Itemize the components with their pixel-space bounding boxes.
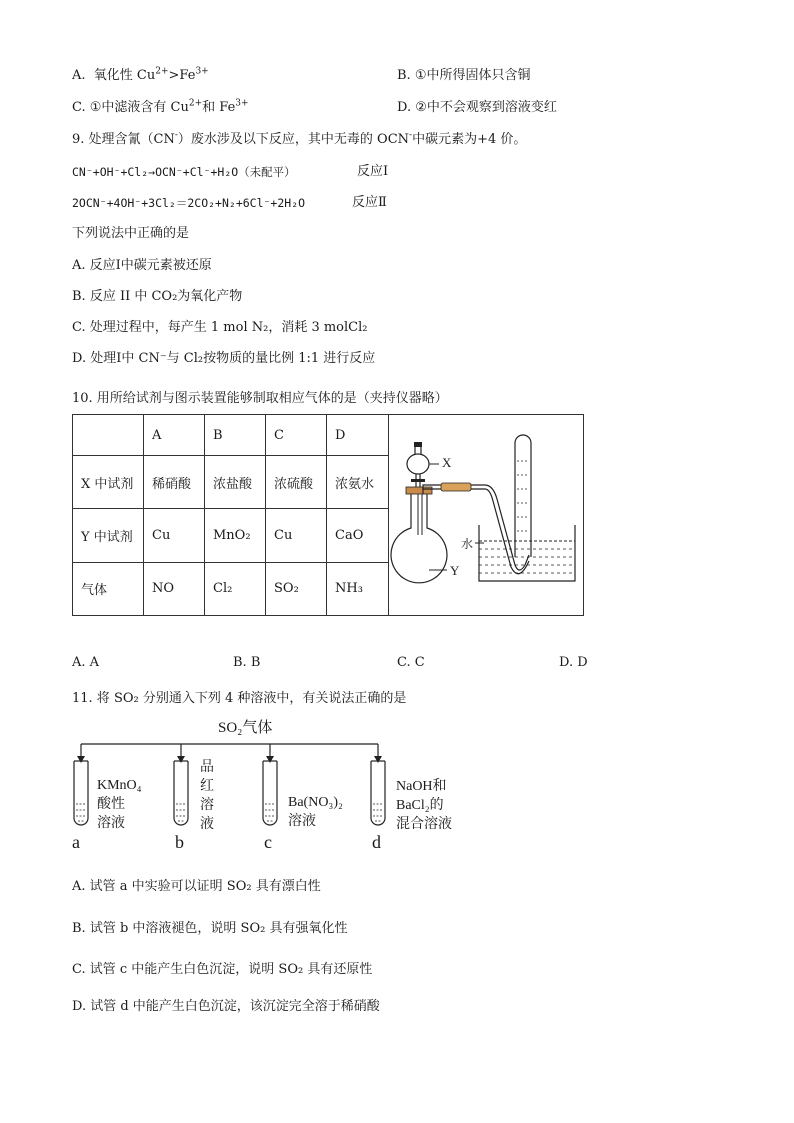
- table-cell: 浓硫酸: [266, 456, 327, 509]
- q9-equation-2-tag: 反应Ⅱ: [352, 195, 387, 210]
- q11-stem: 11. 将 SO₂ 分别通入下列 4 种溶液中，有关说法正确的是: [72, 691, 407, 706]
- tube-a-label: KMnO₄ 酸性 溶液: [97, 778, 142, 831]
- q9-option-d: D. 处理Ⅰ中 CN⁻与 Cl₂按物质的量比例 1:1 进行反应: [72, 351, 376, 366]
- table-cell: SO₂: [266, 562, 327, 615]
- table-header-row: [73, 415, 584, 456]
- q11-option-b: B. 试管 b 中溶液褪色，说明 SO₂ 具有强氧化性: [72, 921, 348, 936]
- label-x: X: [442, 455, 452, 470]
- q9-option-a: A. 反应Ⅰ中碳元素被还原: [72, 258, 212, 273]
- q10-stem: 10. 用所给试剂与图示装置能够制取相应气体的是（夹持仪器略）: [72, 391, 448, 406]
- q9-equation-1-tag: 反应Ⅰ: [357, 164, 389, 179]
- tube-c-letter: c: [264, 832, 272, 852]
- q9-equation-1: CN⁻+OH⁻+Cl₂→OCN⁻+Cl⁻+H₂O（未配平）: [72, 165, 296, 179]
- q10-reagent-table: [72, 414, 584, 616]
- table-cell: X 中试剂: [73, 456, 144, 509]
- table-cell: A: [144, 415, 205, 456]
- table-cell: D: [327, 415, 389, 456]
- table-cell: 浓盐酸: [205, 456, 266, 509]
- tube-d-label: NaOH和 BaCl₂的 混合溶液: [396, 779, 452, 832]
- q9-stem: 9. 处理含氰（CN-）废水涉及以下反应，其中无毒的 OCN-中碳元素为+4 价。: [72, 130, 527, 147]
- table-cell: NO: [144, 562, 205, 615]
- table-cell: CaO: [327, 509, 389, 562]
- apparatus-diagram-cell: [389, 415, 584, 616]
- table-cell: NH₃: [327, 562, 389, 615]
- table-cell: Cu: [144, 509, 205, 562]
- label-y: Y: [450, 563, 460, 578]
- q9-question: 下列说法中正确的是: [72, 226, 190, 241]
- label-water: 水: [461, 537, 474, 551]
- table-cell: Cu: [266, 509, 327, 562]
- test-tube-d: [371, 761, 385, 825]
- tube-a-letter: a: [72, 832, 80, 852]
- q10-option-a: A. A: [72, 655, 100, 670]
- table-cell: 气体: [73, 562, 144, 615]
- tube-b-letter: b: [175, 832, 184, 852]
- tube-b-label: 品 红 溶 液: [200, 760, 214, 832]
- table-cell: MnO₂: [205, 509, 266, 562]
- table-cell: B: [205, 415, 266, 456]
- q11-option-a: A. 试管 a 中实验可以证明 SO₂ 具有漂白性: [72, 879, 321, 894]
- tube-c-label: Ba(NO₃)₂ 溶液: [288, 795, 343, 829]
- q9-equation-2: 2OCN⁻+4OH⁻+3Cl₂＝2CO₂+N₂+6Cl⁻+2H₂O: [72, 196, 306, 210]
- so2-gas-label: SO₂气体: [218, 720, 273, 736]
- q8-option-d: D. ②中不会观察到溶液变红: [397, 100, 557, 115]
- test-tube-c: [263, 761, 277, 825]
- q8-option-c: C. ①中滤液含有 $Cu^{2+}$和 $Fe^{3+}$: [72, 98, 249, 115]
- q8-option-a: A. 氧化性 $Cu^{2+}>Fe^{3+}$: [72, 66, 209, 83]
- q10-option-b: B. B: [233, 655, 261, 670]
- q10-option-c: C. C: [397, 655, 425, 670]
- q11-option-d: D. 试管 d 中能产生白色沉淀，该沉淀完全溶于稀硝酸: [72, 999, 380, 1014]
- table-cell: 稀硝酸: [144, 456, 205, 509]
- q9-option-c: C. 处理过程中，每产生 1 mol N₂，消耗 3 molCl₂: [72, 320, 368, 335]
- test-tube-a: [74, 761, 88, 825]
- q10-option-d: D. D: [559, 655, 588, 670]
- gas-apparatus-diagram: [389, 415, 583, 615]
- q11-option-c: C. 试管 c 中能产生白色沉淀，说明 SO₂ 具有还原性: [72, 962, 373, 977]
- table-cell: 浓氨水: [327, 456, 389, 509]
- table-cell: [73, 415, 144, 456]
- q8-option-b: B. ①中所得固体只含铜: [397, 68, 531, 83]
- tube-d-letter: d: [372, 832, 381, 852]
- table-cell: Y 中试剂: [73, 509, 144, 562]
- q9-option-b: B. 反应 II 中 CO₂为氧化产物: [72, 289, 243, 304]
- table-cell: Cl₂: [205, 562, 266, 615]
- test-tube-b: [174, 761, 188, 825]
- table-cell: C: [266, 415, 327, 456]
